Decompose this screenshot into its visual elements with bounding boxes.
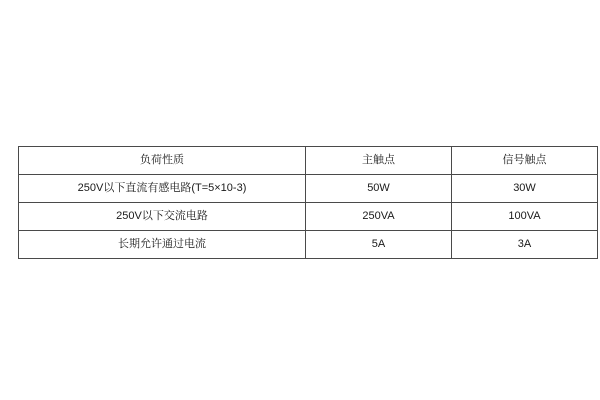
cell-load-type: 250V以下交流电路: [19, 203, 306, 231]
spec-table-container: [18, 146, 582, 259]
cell-main-contact: 250VA: [306, 203, 452, 231]
column-header-signal-contact: 信号触点: [452, 147, 598, 175]
cell-main-contact: 5A: [306, 231, 452, 259]
cell-load-type: 250V以下直流有感电路(T=5×10-3): [19, 175, 306, 203]
cell-load-type: 长期允许通过电流: [19, 231, 306, 259]
cell-signal-contact: 30W: [452, 175, 598, 203]
table-header-row: [19, 147, 598, 175]
column-header-main-contact: 主触点: [306, 147, 452, 175]
column-header-load-type: 负荷性质: [19, 147, 306, 175]
spec-table: [18, 146, 598, 259]
cell-signal-contact: 3A: [452, 231, 598, 259]
table-row: [19, 231, 598, 259]
cell-signal-contact: 100VA: [452, 203, 598, 231]
cell-main-contact: 50W: [306, 175, 452, 203]
table-row: [19, 175, 598, 203]
table-row: [19, 203, 598, 231]
